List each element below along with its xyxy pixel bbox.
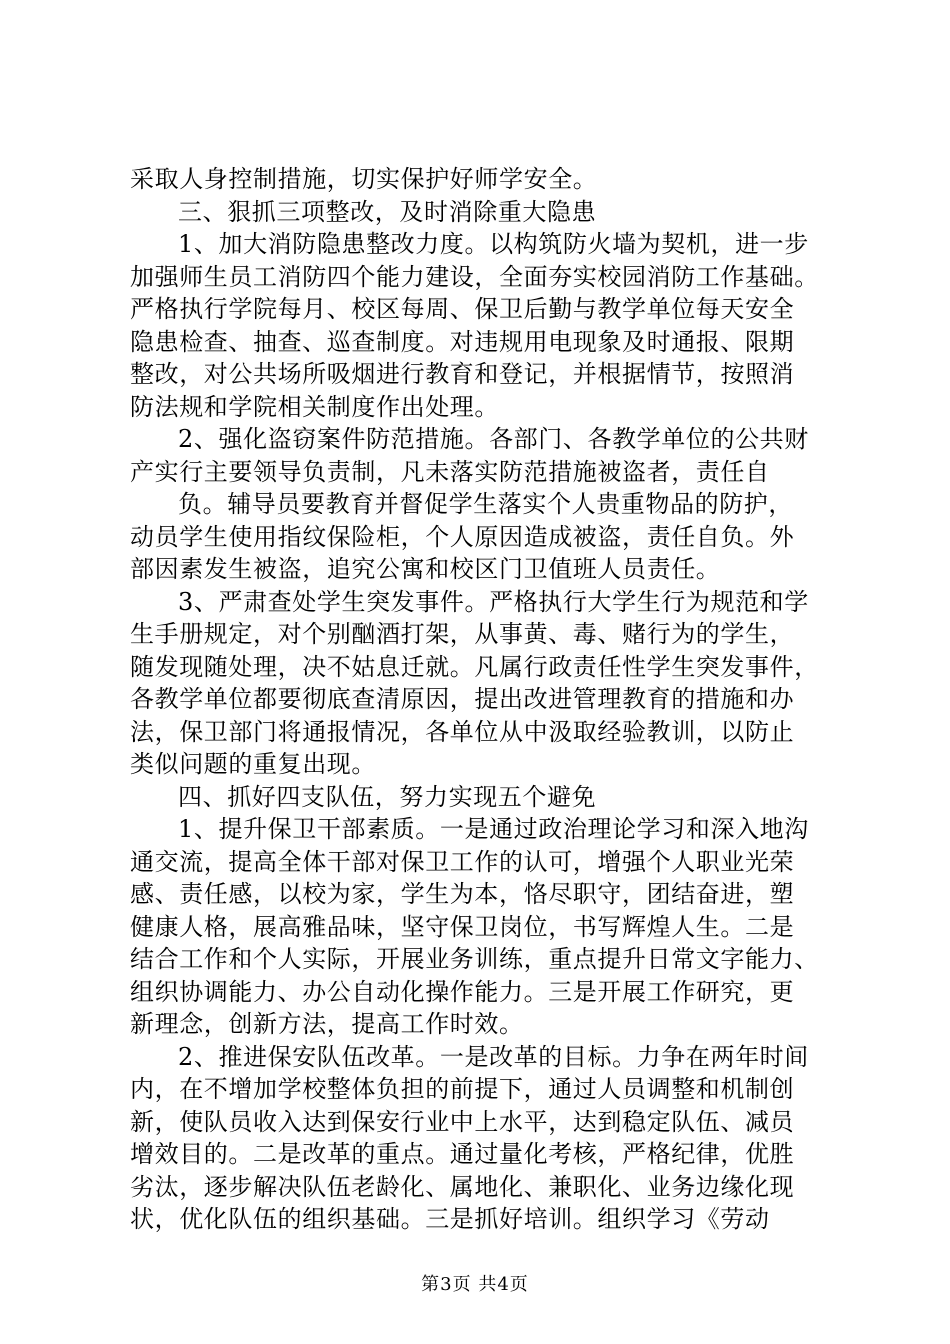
text-line: 状，优化队伍的组织基础。三是抓好培训。组织学习《劳动: [130, 1205, 770, 1233]
text-line: 四、抓好四支队伍，努力实现五个避免: [178, 782, 597, 811]
text-line: 隐患检查、抽查、巡查制度。对违规用电现象及时通报、限期: [130, 327, 795, 356]
text-line: 产实行主要领导负责制，凡未落实防范措施被盗者，责任自: [130, 457, 770, 486]
text-line: 三、狠抓三项整改，及时消除重大隐患: [178, 197, 597, 226]
text-line: 防法规和学院相关制度作出处理。: [130, 392, 499, 421]
text-line: 新理念，创新方法，提高工作时效。: [130, 1010, 524, 1038]
text-line: 结合工作和个人实际，开展业务训练，重点提升日常文字能力、: [130, 945, 819, 973]
text-line: 严格执行学院每月、校区每周、保卫后勤与教学单位每天安全: [130, 295, 795, 323]
text-line: 各教学单位都要彻底查清原因，提出改进管理教育的措施和办: [130, 685, 795, 713]
page-number-footer: 第3页 共4页: [421, 1274, 529, 1295]
text-line: 组织协调能力、办公自动化操作能力。三是开展工作研究，更: [130, 977, 795, 1006]
text-line: 2、推进保安队伍改革。一是改革的目标。力争在两年时间: [178, 1042, 809, 1071]
text-line: 采取人身控制措施，切实保护好师学安全。: [130, 165, 598, 193]
text-line: 健康人格，展高雅品味，坚守保卫岗位，书写辉煌人生。二是: [130, 912, 795, 941]
text-line: 随发现随处理，决不姑息迁就。凡属行政责任性学生突发事件，: [130, 652, 819, 681]
text-line: 感、责任感，以校为家，学生为本，恪尽职守，团结奋进，塑: [130, 880, 795, 908]
text-line: 内，在不增加学校整体负担的前提下，通过人员调整和机制创: [130, 1075, 795, 1103]
text-line: 整改，对公共场所吸烟进行教育和登记，并根据情节，按照消: [130, 360, 795, 388]
text-line: 生手册规定，对个别酗酒打架，从事黄、毒、赌行为的学生，: [130, 620, 795, 648]
text-line: 动员学生使用指纹保险柜，个人原因造成被盗，责任自负。外: [130, 522, 795, 551]
text-line: 负。辅导员要教育并督促学生落实个人贵重物品的防护，: [178, 490, 793, 518]
document-body: [130, 163, 830, 1236]
text-line: 类似问题的重复出现。: [130, 750, 376, 778]
text-line: 新，使队员收入达到保安行业中上水平，达到稳定队伍、减员: [130, 1107, 795, 1136]
text-line: 1、加大消防隐患整改力度。以构筑防火墙为契机，进一步: [178, 230, 809, 258]
text-line: 加强师生员工消防四个能力建设，全面夯实校园消防工作基础。: [130, 262, 819, 291]
text-line: 增效目的。二是改革的重点。通过量化考核，严格纪律，优胜: [130, 1140, 795, 1168]
text-line: 劣汰，逐步解决队伍老龄化、属地化、兼职化、业务边缘化现: [130, 1172, 795, 1201]
text-line: 2、强化盗窃案件防范措施。各部门、各教学单位的公共财: [178, 425, 809, 453]
text-line: 3、严肃查处学生突发事件。严格执行大学生行为规范和学: [178, 587, 809, 616]
text-line: 部因素发生被盗，追究公寓和校区门卫值班人员责任。: [130, 555, 721, 583]
text-line: 1、提升保卫干部素质。一是通过政治理论学习和深入地沟: [178, 815, 809, 843]
text-line: 通交流，提高全体干部对保卫工作的认可，增强个人职业光荣: [130, 847, 795, 876]
text-line: 法，保卫部门将通报情况，各单位从中汲取经验教训，以防止: [130, 717, 795, 746]
